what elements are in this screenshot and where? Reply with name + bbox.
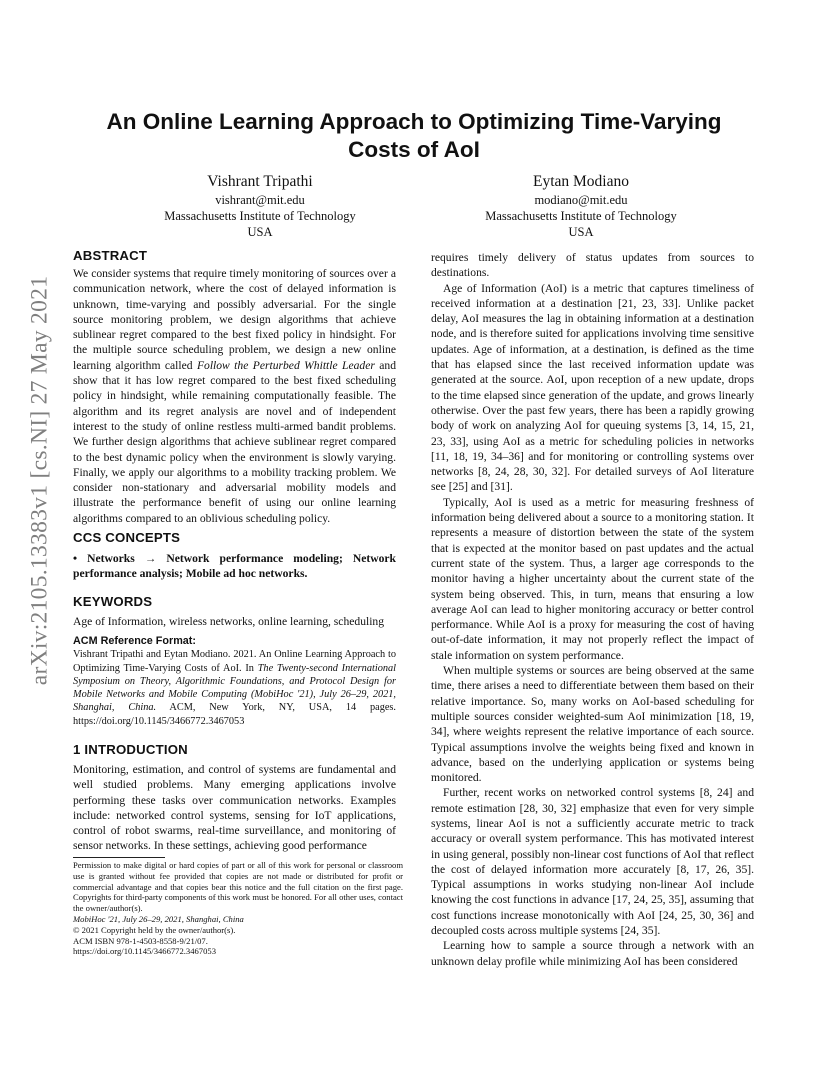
permission-text: Permission to make digital or hard copies of part or all of this work for personal or classroom use is granted without fee provided that copies are not made or distributed for profit or commercial advantage and that copies bear this notice and the full citation on the first page. Copyrights for third-party components of this work must be honored. For all other uses, contact the owner/author(s). [73,860,403,914]
paragraph: requires timely delivery of status updates from sources to destinations. [431,251,754,280]
keywords-heading: KEYWORDS [73,594,153,609]
keywords-text: Age of Information, wireless networks, online learning, scheduling [73,615,385,628]
author-affiliation: Massachusetts Institute of Technology [485,209,677,223]
ccs-heading: CCS CONCEPTS [73,530,181,545]
abstract-text: We consider systems that require timely monitoring of sources over a communication network, where the cost of delayed information is unknown, time-varying and possibly adversarial. For the single source monitoring problem, we design algorithms that achieve sublinear regret compared to the best fixed policy in hindsight. For the multiple source scheduling problem, we design a new online learning algorithm called [73,267,396,372]
author-block-2 [431,172,731,240]
paragraph: Age of Information (AoI) is a metric that captures timeliness of received information at a destination [21, 23, 33]. Unlike packet delay, AoI measures the lag in obtaining information at a destination node, and is therefore suited for applications involving time sensitive updates. Age of information, at a destination, is defined as the time that has elapsed since the last received information update was generated at the source. AoI, upon reception of a new update, drops to the time elapsed since generation of the update, and grows linearly otherwise. Over the past few years, there has been a rapidly growing body of work on analyzing AoI for queuing systems [3, 14, 15, 21, 23, 33], using AoI as a metric for scheduling policies in networks [11, 18, 19, 34–36] and for monitoring or controlling systems over networks [8, 24, 28, 30, 32]. For detailed surveys of AoI literature see [25] and [31]. [431,281,754,494]
introduction-text: Monitoring, estimation, and control of systems are fundamental and well studied problems. Many emerging applications involve performing these tasks over communication networks. Examples include: networked control systems, sensing for IoT applications, control of robot swarms, real-time surveillance, and monitoring of sensor networks. In these settings, achieving good performance [73,763,396,853]
paragraph: When multiple systems or sources are being observed at the same time, there arises a need to differentiate between them based on their relative importance. So, many works on AoI-based scheduling for multiple sources consider weighted-sum AoI minimization [18, 19, 34], where weights represent the relative importance of each source. Typical assumptions involve the weights being fixed and known in advance, based on the underlying application or systems being monitored. [431,664,754,785]
ccs-concepts [73,551,396,582]
algorithm-name: Follow the Perturbed Whittle Leader [196,358,375,372]
abstract-heading: ABSTRACT [73,248,148,263]
keywords-body [73,614,396,629]
right-column [431,250,754,969]
author-name: Eytan Modiano [533,173,629,190]
arxiv-identifier: arXiv:2105.13383v1 [cs.NI] 27 May 2021 [26,275,53,685]
introduction-body [73,762,396,854]
footnote-copyright: © 2021 Copyright held by the owner/author(s). [73,924,236,935]
author-name: Vishrant Tripathi [207,173,313,190]
permission-footnote [73,860,403,957]
footnote-venue: MobiHoc '21, July 26–29, 2021, Shanghai, China [73,913,244,924]
paper-title: An Online Learning Approach to Optimizing Time-Varying Costs of AoI [106,109,722,162]
reference-heading: ACM Reference Format: [73,635,196,647]
paragraph: Further, recent works on networked control systems [8, 24] and remote estimation [28, 30, 32] emphasize that even for very simple systems, linear AoI is not a sufficiently accurate metric to track accuracy or overall system performance. This has motivated interest in using general, possibly non-linear cost functions of AoI that reflect the cost of delayed information more accurately [8, 17, 26, 35]. Typical assumptions in works studying non-linear AoI include knowing the cost functions in advance [17, 24, 25, 35], assuming that cost functions increase monotonically with AoI [24, 25, 30, 36] and decoupled costs across multiple systems [24, 35]. [431,786,754,938]
author-email: modiano@mit.edu [534,193,628,207]
author-affiliation: Massachusetts Institute of Technology [164,209,356,223]
paragraph: Learning how to sample a source through a network with an unknown delay profile while minimizing AoI has been considered [431,939,754,968]
acm-reference-format [73,635,396,728]
arxiv-sidebar [20,275,60,685]
abstract-body [73,266,396,526]
author-country: USA [247,225,273,239]
reference-text-cont: ACM, New York, NY, USA, 14 pages. https://doi.org/10.1145/3466772.3467053 [73,702,397,727]
paragraph: Typically, AoI is used as a metric for measuring freshness of information being delivered about a source to a monitoring station. It represents a measure of distortion between the state of the system that is expected at the monitor based on past updates and the actual current state of the system. Thus, a larger age corresponds to the monitor having a higher uncertainty about the current state of the system being observed. This, in turn, means that ensuring a low average AoI can lead to higher monitoring accuracy or better control performance. While AoI is a proxy for measuring the cost of having out-of-date information, it may not properly reflect the impact of stale information on system performance. [431,495,754,662]
introduction-heading: 1 INTRODUCTION [73,742,188,757]
reference-venue: The Twenty-second International Symposium on Theory, Algorithmic Foundations, and Protocol Design for Mobile Networks and Mobile Computing (MobiHoc '21), July 26–29, 2021, Shanghai, China. [73,662,396,714]
reference-text: Vishrant Tripathi and Eytan Modiano. 2021. An Online Learning Approach to Optimizing Time-Varying Costs of AoI. In [73,649,396,674]
footnote-isbn: ACM ISBN 978-1-4503-8558-9/21/07. [73,935,208,946]
abstract-text-cont: and show that it has low regret compared to the best fixed scheduling policy in hindsight, while remaining computationally feasible. The algorithm and its regret analysis are novel and of independent interest to the study of online restless multi-armed bandit problems. We further design algorithms that achieve sublinear regret compared to the best dynamic policy when the environment is slowly varying. Finally, we apply our algorithms to a mobility tracking problem. We consider non-stationary and adversarial mobility models and illustrate the performance benefit of using our online learning algorithms compared to an oblivious scheduling policy. [73,358,397,525]
footnote-doi: https://doi.org/10.1145/3466772.3467053 [73,946,216,957]
author-country: USA [568,225,594,239]
author-block-1 [110,172,410,240]
author-email: vishrant@mit.edu [215,193,305,207]
ccs-text: • Networks → Network performance modeling; Network performance analysis; Mobile ad hoc networks. [73,552,396,581]
footnote-rule [73,857,165,858]
